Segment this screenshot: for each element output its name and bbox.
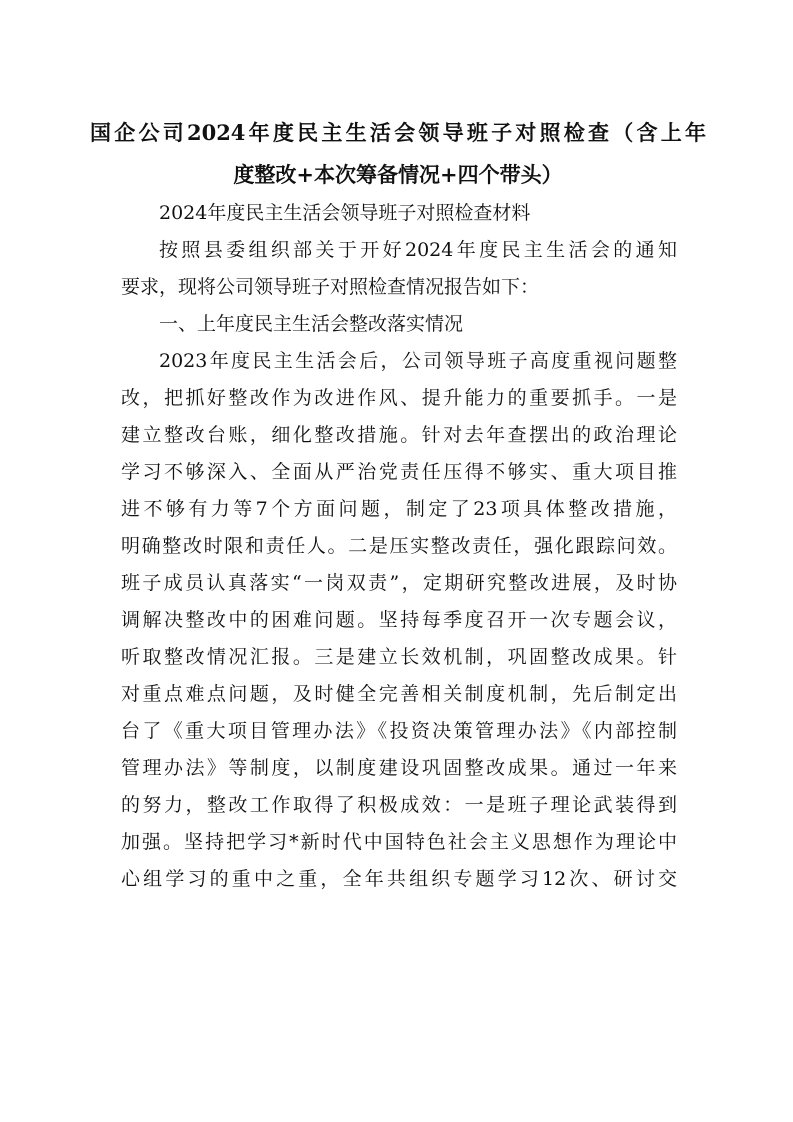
- text-line: 2024年度民主生活会领导班子对照检查材料: [159, 202, 531, 224]
- text-line: 台了《重大项目管理办法》《投资决策管理办法》《内部控制: [121, 720, 677, 742]
- document-title-line-1: 国企公司2024年度民主生活会领导班子对照检查（含上年: [90, 120, 706, 145]
- text-line: 班子成员认真落实“一岗双责”，定期研究整改进展，及时协: [121, 572, 677, 594]
- document-title-line-2: 度整改+本次筹备情况+四个带头）: [233, 162, 563, 187]
- text-line: 的努力，整改工作取得了积极成效：一是班子理论武装得到: [121, 794, 677, 816]
- text-line: 2023年度民主生活会后，公司领导班子高度重视问题整: [159, 350, 677, 372]
- text-line: 建立整改台账，细化整改措施。针对去年查摆出的政治理论: [121, 424, 677, 446]
- text-line: 明确整改时限和责任人。二是压实整改责任，强化跟踪问效。: [121, 535, 677, 557]
- text-line: 心组学习的重中之重，全年共组织专题学习12次、研讨交: [121, 868, 677, 890]
- text-line: 进不够有力等7个方面问题，制定了23项具体整改措施，: [121, 498, 677, 520]
- text-line: 一、上年度民主生活会整改落实情况: [159, 313, 464, 335]
- text-line: 要求，现将公司领导班子对照检查情况报告如下：: [121, 276, 540, 298]
- text-line: 对重点难点问题，及时健全完善相关制度机制，先后制定出: [121, 683, 677, 705]
- text-line: 学习不够深入、全面从严治党责任压得不够实、重大项目推: [121, 461, 677, 483]
- text-line: 调解决整改中的困难问题。坚持每季度召开一次专题会议，: [121, 609, 677, 631]
- text-line: 按照县委组织部关于开好2024年度民主生活会的通知: [159, 239, 677, 261]
- text-line: 加强。坚持把学习*新时代中国特色社会主义思想作为理论中: [121, 831, 677, 853]
- document-body: [121, 195, 677, 898]
- text-line: 听取整改情况汇报。三是建立长效机制，巩固整改成果。针: [121, 646, 677, 668]
- text-line: 改，把抓好整改作为改进作风、提升能力的重要抓手。一是: [121, 387, 677, 409]
- text-line: 管理办法》等制度，以制度建设巩固整改成果。通过一年来: [121, 757, 677, 779]
